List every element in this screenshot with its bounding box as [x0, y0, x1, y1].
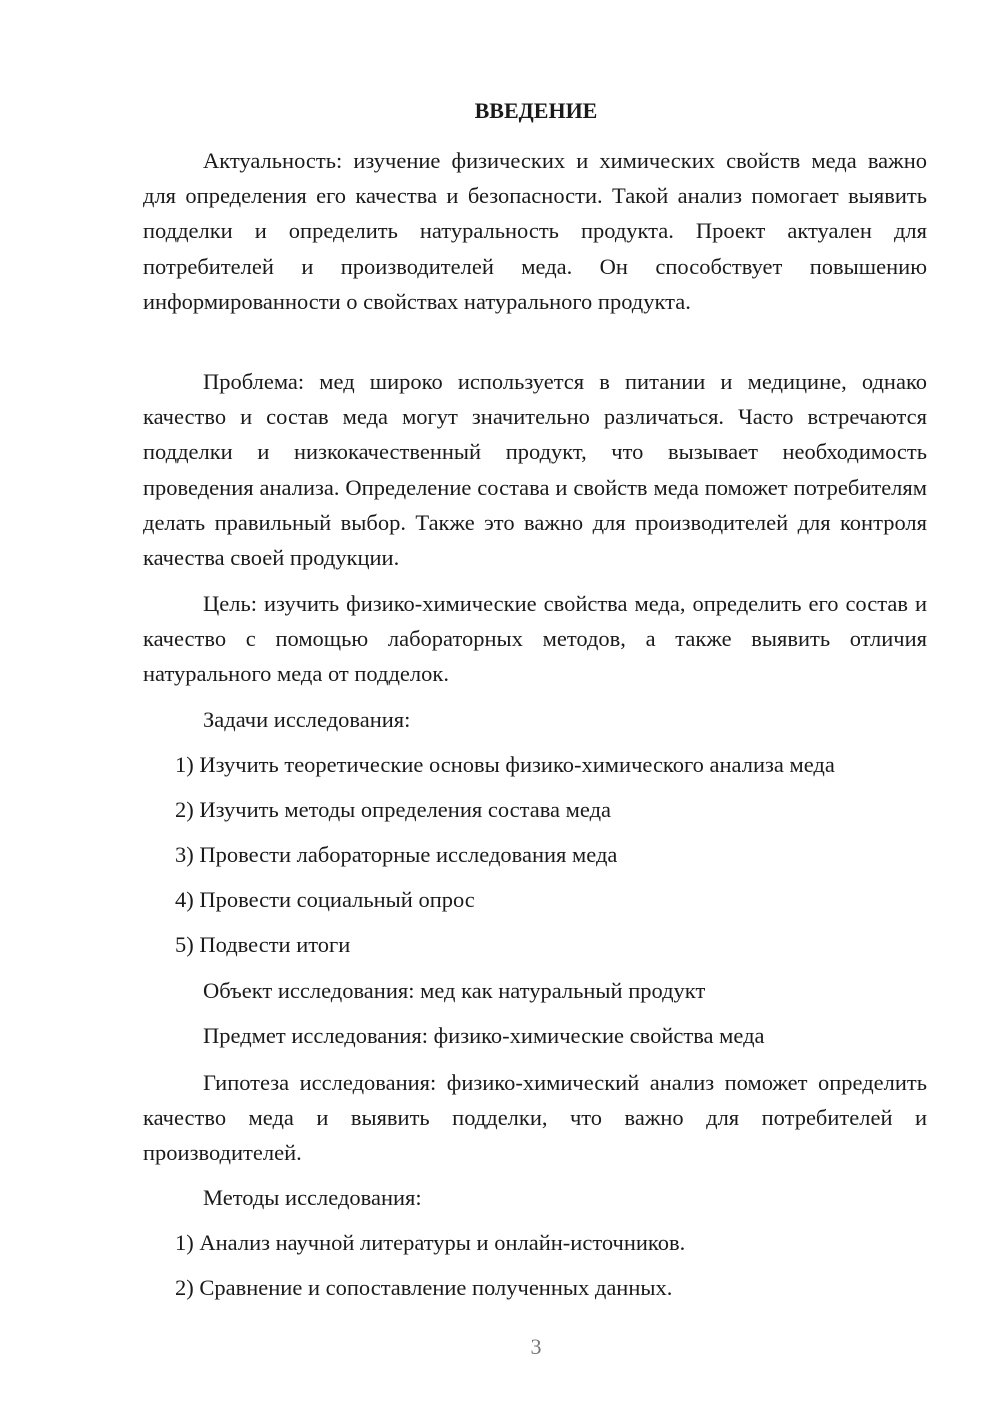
page-number: 3: [530, 1334, 542, 1359]
paragraph-problem: Проблема: мед широко используется в питании и медицине, однако качество и состав меда могут значительно различаться. Часто встречаются подделки и низкокачественный продукт, что вызывает необходимость проведения анализа. Определение состава и свойств меда поможет потребителям делать правильный выбор. Также это важно для производителей для контроля качества своей продукции.: [143, 369, 927, 571]
paragraph-goal: Цель: изучить физико-химические свойства меда, определить его состав и качество с помощью лабораторных методов, а также выявить отличия натурального меда от подделок.: [143, 591, 927, 687]
task-item: 5) Подвести итоги: [175, 932, 351, 957]
methods-heading: Методы исследования:: [203, 1185, 422, 1210]
method-item: 1) Анализ научной литературы и онлайн-источников.: [175, 1230, 686, 1255]
paragraph-relevance: Актуальность: изучение физических и химических свойств меда важно для определения его качества и безопасности. Такой анализ помогает выявить подделки и определить натуральность продукта. Проект актуален для потребителей и производителей меда. Он способствует повышению информированности о свойствах натурального продукта.: [143, 148, 927, 314]
task-item: 3) Провести лабораторные исследования меда: [175, 842, 618, 867]
research-subject: Предмет исследования: физико-химические свойства меда: [203, 1023, 765, 1048]
research-object: Объект исследования: мед как натуральный продукт: [203, 978, 706, 1003]
task-item: 2) Изучить методы определения состава меда: [175, 797, 612, 822]
task-item: 4) Провести социальный опрос: [175, 887, 475, 912]
section-title: ВВЕДЕНИЕ: [474, 98, 598, 123]
paragraph-hypothesis: Гипотеза исследования: физико-химический анализ поможет определить качество меда и выявить подделки, что важно для потребителей и производителей.: [143, 1070, 927, 1166]
tasks-heading: Задачи исследования:: [203, 707, 411, 732]
task-item: 1) Изучить теоретические основы физико-химического анализа меда: [175, 752, 835, 777]
method-item: 2) Сравнение и сопоставление полученных данных.: [175, 1275, 673, 1300]
